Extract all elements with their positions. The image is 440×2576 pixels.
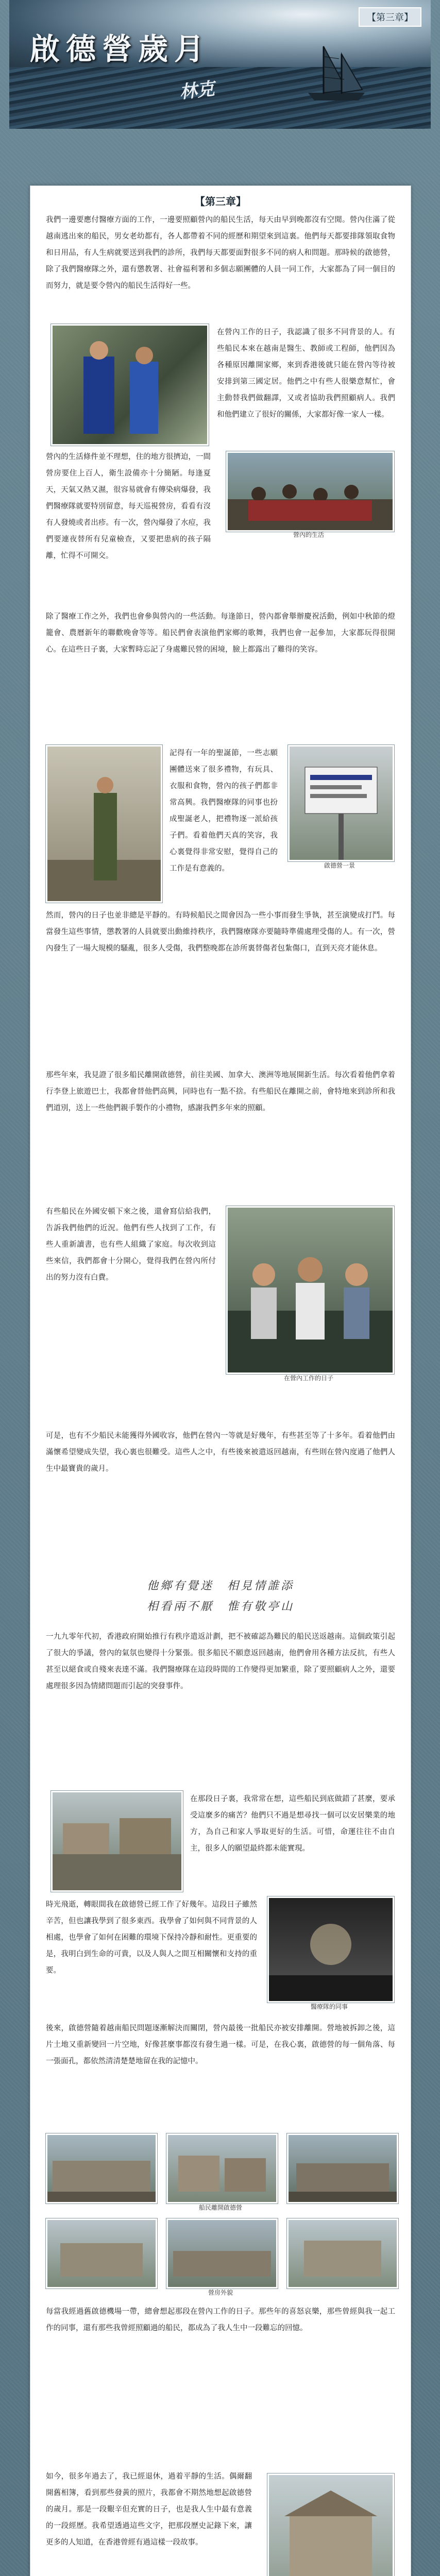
photo-guards	[51, 324, 209, 446]
article-paragraph: 有些船民在外國安頓下來之後，還會寫信給我們，告訴我們他們的近況。他們有些人找到了工作，有些人重新讀書，也有些人組織了家庭。每次收到這些來信，我們都會十分開心，覺得我們在營內所付出的努力沒有白費。	[46, 1208, 216, 1282]
photo-camp-3	[287, 2133, 398, 2204]
article-paragraph: 可是，也有不少船民未能獲得外國收容，他們在營內一等就是好幾年，有些甚至等了十多年。看着他們由滿懷希望變成失望，我心裏也很難受。這些人之中，有些後來被遣返回越南，有些則在營內度過了他們人生中最寶貴的歲月。	[46, 1432, 395, 1473]
header-banner	[9, 0, 431, 129]
photo-old-site	[267, 2473, 394, 2576]
article-paragraph: 我們一邊要應付醫療方面的工作，一邊要照顧營內的船民生活，每天由早到晚都沒有空閒。營內住滿了從越南逃出來的船民，男女老幼都有，各人都帶着不同的經歷和期望來到這裏。他們每天都要排隊領取食物和日用品，有人生病就要送到我們的診所，我們每天都要面對很多不同的病人和問題。那時候的啟德營，除了我們醫療隊之外，還有懲教署、社會福利署和多個志願團體的人員一同工作，大家都為了同一個目的而努力，就是要令營內的船民生活得好一些。	[46, 216, 395, 290]
photo-caption: 船民離開啟德營	[198, 2204, 242, 2211]
photo-group	[226, 1206, 394, 1374]
photo-camp-5	[166, 2218, 278, 2289]
article-panel	[30, 185, 411, 2576]
photo-night-scene	[267, 1896, 394, 2003]
photo-camp-4	[46, 2218, 157, 2289]
photo-caption: 醫療隊的同事	[310, 2003, 348, 2010]
poem-line: 他鄉有覺迷 相見情誰添	[146, 1580, 294, 1592]
article-paragraph: 後來，啟德營隨着越南船民問題逐漸解決而關閉，營內最後一批船民亦被安排離開。營地被拆卸之後，這片土地又重新變回一片空地，好像甚麼事都沒有發生過一樣。可是，在我心裏，啟德營的每一個角落、每一張面孔，都依然清清楚楚地留在我的記憶中。	[46, 2024, 395, 2065]
photo-camp-yard	[51, 1791, 183, 1892]
article-paragraph: 營內的生活條件並不理想，住的地方很擠迫，一間營房要住上百人，衛生設備亦十分簡陋。每逢夏天，天氣又熱又濕，很容易就會有傳染病爆發，我們醫療隊就要特別留意，每天巡視營房，看看有沒有人發燒或者出疹。有一次，營內爆發了水痘，我們要連夜替所有兒童檢查，又要把患病的孩子隔離，忙得不可開交。	[46, 453, 211, 560]
article-paragraph: 在營內工作的日子，我認識了很多不同背景的人。有些船民本來在越南是醫生、教師或工程師，他們因為各種原因離開家鄉，來到香港後就只能在營內等待被安排到第三國定居。他們之中有些人很樂意幫忙，會主動替我們做翻譯，又或者協助我們照顧病人。我們和他們建立了很好的關係，大家都好像一家人一樣。	[217, 328, 395, 419]
photo-camp-1	[46, 2133, 157, 2204]
chapter-tag-badge: 【第三章】	[359, 7, 421, 27]
article-paragraph: 時光飛逝，轉眼間我在啟德營已經工作了好幾年。這段日子雖然辛苦，但也讓我學到了很多東西。我學會了如何與不同背景的人相處，也學會了如何在困難的環境下保持冷靜和耐性。更重要的是，我明白到生命的可貴，以及人與人之間互相關懷和支持的重要。	[46, 1901, 257, 1975]
photo-sign-board	[288, 745, 394, 861]
page-title: 啟德營歲月	[30, 31, 211, 66]
chapter-heading: 【第三章】	[195, 195, 246, 208]
article-paragraph: 在那段日子裏，我常常在想，這些船民到底做錯了甚麼，要承受這麼多的痛苦？他們只不過是想尋找一個可以安居樂業的地方，為自己和家人爭取更好的生活。可惜，命運往往不由自主，很多人的願望最終都未能實現。	[190, 1795, 395, 1853]
photo-crowd	[226, 451, 394, 532]
article-paragraph: 如今，很多年過去了，我已經退休，過着平靜的生活。偶爾翻開舊相簿，看到那些發黃的照片，我都會不期然地想起啟德營的歲月。那是一段艱辛但充實的日子，也是我人生中最有意義的一段經歷。我希望透過這些文字，把那段歷史記錄下來，讓更多的人知道，在香港曾經有過這樣一段故事。	[46, 2472, 252, 2547]
article-paragraph: 那些年來，我見證了很多船民離開啟德營，前往美國、加拿大、澳洲等地展開新生活。每次看着他們拿着行李登上旅遊巴士，我都會替他們高興，同時也有一點不捨。有些船民在離開之前，會特地來到診所和我們道別，送上一些他們親手製作的小禮物，感謝我們多年來的照顧。	[46, 1071, 395, 1112]
photo-caption: 啟德營一景	[324, 862, 355, 869]
photo-camp-6	[287, 2218, 398, 2289]
poem-line: 相看兩不厭 惟有敬亭山	[146, 1600, 294, 1613]
article-paragraph: 一九九零年代初，香港政府開始推行有秩序遣返計劃，把不被確認為難民的船民送返越南。這個政策引起了很大的爭議，營內的氣氛也變得十分緊張。很多船民不願意返回越南，他們會用各種方法反抗，有些人甚至以絕食或自殘來表達不滿。我們醫療隊在這段時間的工作變得更加繁重，除了要照顧病人之外，還要處理很多因為情緒問題而引起的突發事件。	[46, 1633, 395, 1690]
author-signature: 林克	[178, 78, 216, 103]
junk-ship-illustration	[298, 36, 375, 103]
article-paragraph: 然而，營內的日子也並非總是平靜的。有時候船民之間會因為一些小事而發生爭執，甚至演變成打鬥。每當發生這些事情，懲教署的人員就要出動維持秩序，我們醫療隊亦要隨時準備處理受傷的人。有一次，營內發生了一場大規模的騷亂，很多人受傷，我們整晚都在診所裏替傷者包紮傷口，直到天亮才能休息。	[46, 911, 395, 953]
photo-caption: 在營內工作的日子	[283, 1375, 333, 1382]
photo-camp-2	[166, 2133, 278, 2204]
photo-guard-patrol	[46, 745, 162, 903]
article-paragraph: 記得有一年的聖誕節，一些志願團體送來了很多禮物，有玩具、衣服和食物，營內的孩子們都非常高興。我們醫療隊的同事也扮成聖誕老人，把禮物逐一派給孩子們。看着他們天真的笑容，我心裏覺得非常安慰，覺得自己的工作是有意義的。	[170, 749, 278, 873]
article-paragraph: 每當我經過舊啟德機場一帶，總會想起那段在營內工作的日子。那些年的喜怒哀樂，那些曾經與我一起工作的同事，還有那些我曾經照顧過的船民，都成為了我人生中一段難忘的回憶。	[46, 2308, 395, 2332]
article-paragraph: 除了醫療工作之外，我們也會參與營內的一些活動。每逢節日，營內都會舉辦慶祝活動，例如中秋節的燈籠會、農曆新年的聯歡晚會等等。船民們會表演他們家鄉的歌舞，我們也會一起參加，大家都玩得很開心。在這些日子裏，大家暫時忘記了身處難民營的困境，臉上都露出了難得的笑容。	[46, 613, 395, 654]
photo-caption: 營房外貌	[208, 2289, 233, 2296]
photo-caption: 營內的生活	[293, 531, 324, 538]
